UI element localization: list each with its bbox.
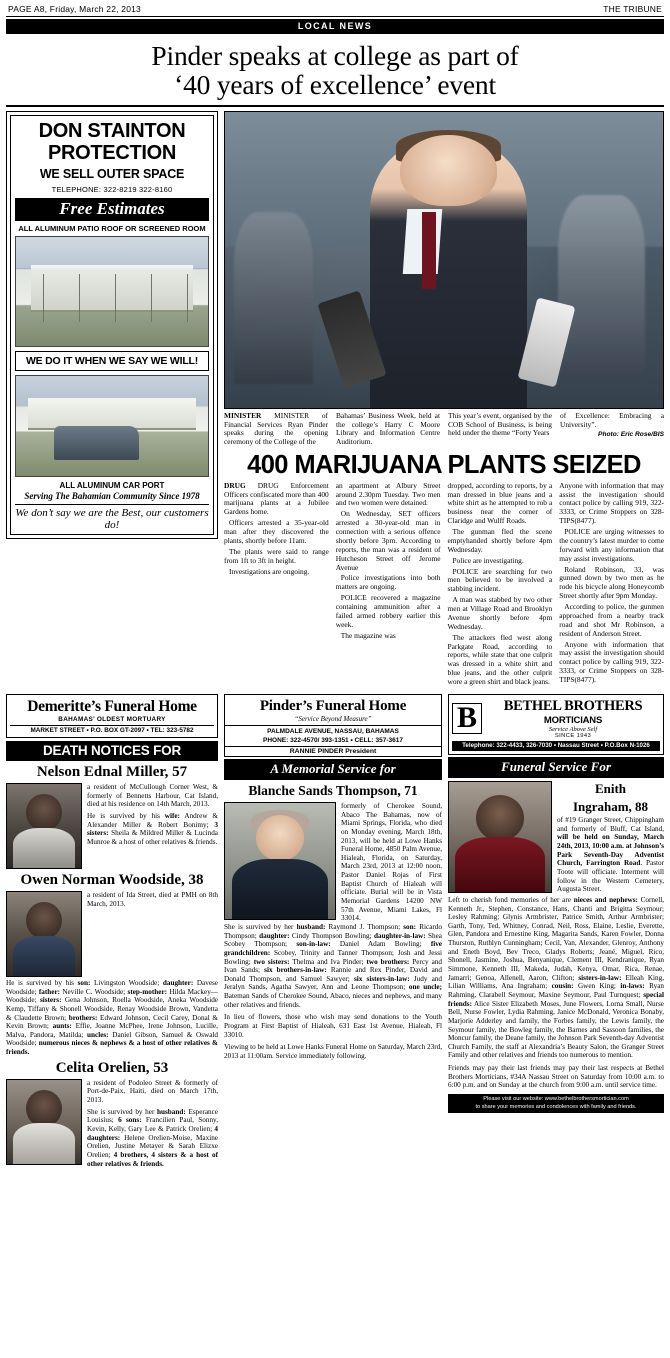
obituary-paragraph: a resident of Podoleo Street & formerly of Port-de-Paix, Haiti, died on March 17th, 2013. bbox=[87, 1078, 218, 1105]
story-p: On Wednesday, SET officers arrested a 30-year-old man in connection with a serious offence shortly before 3pm. According to reports, the man was a resident of Hutcheson Street off Jerome Avenue bbox=[335, 509, 441, 572]
bethel-subtitle: MORTICIANS bbox=[543, 714, 603, 726]
funeral-intro: of #19 Granger Street, Chippingham and formerly of Bluff, Cat Island, will be held on Sunday, March 24th, 2013, 10:00 a.m. at Johnson’s Park Seventh-Day Adventist Church, Farrington Road. Pastor Toote will officiate. Interment will follow in the Western Cemetery, Augusta Street. bbox=[557, 816, 665, 894]
story-p: A man was stabbed by two other men at Village Road and Brooklyn Avenue shortly before 4pm Wednesday. bbox=[447, 595, 553, 631]
death-notices-bar: DEATH NOTICES FOR bbox=[6, 741, 218, 761]
deceased-name-line-1: Enith bbox=[594, 780, 627, 796]
obituary-paragraph: She is survived by her husband: Esperance Louisius; 6 sons: Francilien Paul, Sonny, Kevin, Kelly, Gary Lee & Patrick Orelien; 4 daughters: Helene Orelien-Moise, Maxine Orelien, Justine Metayer & Sarah Elizxe Orelien; 4 brothers, 4 sisters & a host of other relatives & friends. bbox=[87, 1107, 218, 1168]
bethel-title: BETHEL BROTHERS bbox=[503, 697, 643, 714]
headline-rule bbox=[6, 105, 664, 107]
masthead-right: THE TRIBUNE bbox=[603, 4, 662, 14]
section-bar: LOCAL NEWS bbox=[6, 19, 664, 34]
ad-phone: TELEPHONE: 322-8219 322-8160 bbox=[51, 184, 173, 194]
story-p: DRUG DRUG Enforcement Officers confiscated more than 400 marijuana plants at a Jubilee Gardens home. bbox=[224, 480, 329, 517]
story-column-3 bbox=[448, 482, 553, 689]
story-p: The attackers fled west along Parkgate Road, according to reports, while state that one culprit was dressed in a white shirt and blue jeans, and the other culprit wore a green shirt and black jeans. bbox=[447, 632, 553, 687]
obituaries-section bbox=[6, 694, 664, 1171]
funeral-paragraph: Left to cherish fond memories of her are nieces and nephews: Cornell, Kenneth Jr., Stephen, Constance, Hans, Chanti and Brigitta Seymour; Lesley Rahming; Glynis Armbrister, Patrice Smith, Arthur Armbrister; Garth, Tony, Ted, Whitney, Conrad, Neil, Ross, Elaine, Leslie, Everette, Glen, Pandora and Ernestine King, Magarita Sands, Karen Fowler, Donna Thurston, Ruthlyn Cunningham; Cecil, Van, Alexander, Glenroy, Anthony and Eneth Boyd, Bev Treco, Gladys Roberts; Jeané, Miguel, Rico, Shonell, Jasmine, Joshua, Benyanique, Clement III, Kendranique, Ryan Simmone, Kenneth III, Makeda, Judah, Kenya, Omar, Rica, Renae, Jamarri; Genoa, Allenell, Aaron, Clifton; sisters-in-law: Elleah King, Lilian Williams, Ana Ingraham; cousin: Gwen King; in-laws: Ryan Rahming, Clarabell Seymour, Maxine Seymour, Paul Turnquest; special friends: Alice Sister Elizabeth Moses, June Flowers, Lorna Small, Nurse Bell, Nurse Fowler, Lydia Rahming, Janice McDonald, Veronica Bonaby, Marjorie Adderley and family, the Forbes family, the Lewis family, the Seymour family, the Bowleg family, the Barnes and Sassoon families, the Moncur family, the Deane family, the Johnson Park Seventh-day Adventist Church Family, the staff at Alexandria’s Beauty Salon, the Granger Street Family and other relatives and friends too numerous to mention. bbox=[448, 895, 665, 1060]
story-p: POLICE are urging witnesses to the country’s latest murder to come forward with any information that may assist investigations. bbox=[559, 527, 664, 563]
ad-slogan: We don’t say we are the Best, our customers do! bbox=[15, 504, 209, 531]
obituary-text-continued bbox=[6, 979, 218, 1057]
ad-subtitle: WE SELL OUTER SPACE bbox=[39, 166, 185, 181]
ad-title-line-1: DON STAINTON bbox=[38, 119, 186, 142]
story-p: According to police, the gunmen approached from a nearby track road and shot Mr Robinson, a resident of Anderson Street. bbox=[559, 602, 664, 638]
story-column-1 bbox=[224, 482, 329, 689]
ad-pinders-funeral-home[interactable] bbox=[224, 694, 442, 757]
lead-photo bbox=[224, 111, 664, 409]
story-p: POLICE recovered a magazine containing ammunition after a failed armed robbery earlier this week. bbox=[335, 593, 441, 629]
obituary-text bbox=[87, 891, 218, 977]
pinders-president: RANNIE PINDER President bbox=[225, 746, 441, 756]
story-p: POLICE are searching for two men believed to be involved a stabbing incident. bbox=[447, 566, 553, 594]
ad-don-stainton[interactable] bbox=[6, 111, 218, 539]
memorial-paragraph: She is survived by her husband: Raymond J. Thompson; son: Ricardo Thompson; daughter: Cindy Thompson Bowling; daughter-in-law: Shea Scobey Thompson; son-in-law: Daniel Adam Bowling; five grandchildren: Scobey, Trinity and Tanner Thompson; Josh and Jessi Bowling; two sisters: Thelma and Iva Pinder; two brothers: Percy and Ivan Sands; six brothers-in-law: Rannie and Rex Pinder, David and Donald Thompson, and Samuel Sawyer; six sisters-in-law: Judy and Jeralyn Sands, Agatha Sawyer, Ann and Leone Thompson; one uncle; Bateman Sands of Cherokee Sound, Abaco, nieces and nephews, and many other relatives and friends. bbox=[224, 922, 443, 1009]
pinders-column bbox=[224, 694, 442, 1171]
demeritte-subtitle: BAHAMAS’ OLDEST MORTUARY bbox=[58, 715, 166, 723]
bethel-website-line-1: Please visit our website: www.bethelbrothersmortician.com bbox=[483, 1096, 629, 1103]
ad-serving-text: Serving The Bahamian Community Since 1978 bbox=[24, 490, 200, 501]
ad-carport-text: ALL ALUMINUM CAR PORT bbox=[59, 480, 165, 490]
masthead-rule bbox=[6, 16, 664, 17]
page-title bbox=[8, 41, 662, 99]
top-section bbox=[6, 111, 664, 689]
story-column-4 bbox=[559, 482, 664, 689]
story-column-2 bbox=[336, 482, 441, 689]
caption-col-3: This year’s event, organised by the COB School of Business, is being held under the theme “Forty Years bbox=[448, 410, 552, 438]
story-headline: 400 MARIJUANA PLANTS SEIZED bbox=[247, 450, 641, 479]
ad-bethel-brothers-morticians[interactable] bbox=[448, 694, 664, 755]
caption-col-2: Bahamas’ Business Week, held at the college’s Harry C Moore Library and Information Centre Auditorium. bbox=[336, 410, 440, 446]
memorial-paragraph: In lieu of flowers, those who wish may send donations to the Youth Program at First Baptist of Hialeah, 631 East 1st Avenue, Hialeah, Fl 33010. bbox=[224, 1013, 442, 1039]
story-p: Roland Robinson, 33, was gunned down by two men as he rode his bicycle along Honeycomb Street shortly after 9pm Monday. bbox=[559, 564, 664, 601]
story-p: Anyone with information that may assist the investigation should contact police by calling 919, 322-3333, or Crime Stoppers on 328-TIPS(8477). bbox=[559, 639, 664, 685]
caption-text-4: of Excellence: Embracing a University”. bbox=[560, 410, 664, 429]
caption-col-4 bbox=[560, 412, 664, 447]
pinders-address: PALMDALE AVENUE, NASSAU, BAHAMAS bbox=[267, 727, 399, 735]
bethel-since: SINCE 1943 bbox=[554, 732, 592, 739]
obituary-entry bbox=[6, 1060, 218, 1171]
memorial-body bbox=[224, 923, 442, 1061]
bethel-column bbox=[448, 694, 664, 1171]
demeritte-column bbox=[6, 694, 218, 1171]
memorial-paragraph: Viewing to be held at Lowe Hanks Funeral Home on Saturday, March 23rd, 2013 at 11:00am. Service immediately following. bbox=[224, 1043, 442, 1060]
story-p: The gunman fled the scene emptyhanded shortly before 4pm Wednesday. bbox=[447, 527, 553, 554]
caption-text-1: MINISTER of Financial Services Ryan Pinder speaks during the opening ceremony of the College of the bbox=[224, 410, 328, 446]
funeral-service-bar: Funeral Service For bbox=[448, 757, 664, 778]
story-body bbox=[224, 482, 664, 689]
deceased-photo bbox=[6, 783, 82, 869]
pinders-name: Pinder’s Funeral Home bbox=[259, 697, 407, 714]
deceased-photo bbox=[448, 781, 552, 893]
obituary-entry bbox=[6, 764, 218, 869]
deceased-photo bbox=[224, 802, 336, 920]
bethel-tagline: Service Above Self bbox=[548, 725, 598, 733]
bethel-website-line-2: to share your memories and condolences with family and friends. bbox=[475, 1103, 637, 1110]
story-p: Police are investigating. bbox=[452, 555, 524, 565]
demeritte-name: Demeritte’s Funeral Home bbox=[27, 697, 197, 715]
deceased-name: Owen Norman Woodside, 38 bbox=[20, 871, 204, 888]
ad-title-line-2: PROTECTION bbox=[47, 141, 177, 164]
story-p: Officers arrested a 35-year-old man after they discovered the plants, shortly before 11am. bbox=[224, 518, 329, 545]
obituary-entry bbox=[6, 872, 218, 1057]
memorial-service-bar: A Memorial Service for bbox=[224, 759, 442, 780]
bethel-monogram: B bbox=[452, 703, 482, 734]
story-p: Police investigations into both matters are ongoing. bbox=[335, 573, 441, 592]
lead-photo-column bbox=[224, 111, 664, 689]
masthead bbox=[6, 4, 664, 16]
headline-line-1: Pinder speaks at college as part of bbox=[151, 39, 519, 71]
demeritte-address: MARKET STREET • P.O. BOX GT-2097 • TEL: 323-5782 bbox=[10, 725, 214, 734]
ad-guarantee-banner: WE DO IT WHEN WE SAY WE WILL! bbox=[15, 351, 209, 371]
caption-col-1: MINISTER MINISTER of Financial Services Ryan Pinder speaks during the opening ceremony of the College of the bbox=[224, 410, 328, 446]
bethel-phone: Telephone: 322-4433, 326-7030 • Nassau Street • P.O.Box N-1026 bbox=[452, 741, 660, 751]
deceased-name: Blanche Sands Thompson, 71 bbox=[248, 782, 418, 798]
pinders-phone: PHONE: 322-4570/ 393-1351 • CELL: 357-3617 bbox=[263, 736, 403, 744]
masthead-left: PAGE A8, Friday, March 22, 2013 bbox=[8, 4, 141, 14]
photo-credit: Photo: Eric Rose/BIS bbox=[598, 431, 664, 439]
deceased-photo bbox=[6, 891, 82, 977]
bethel-website-banner[interactable] bbox=[448, 1094, 664, 1113]
funeral-body bbox=[448, 896, 664, 1090]
deceased-name-line-2: Ingraham, 88 bbox=[572, 798, 649, 814]
carport-photo bbox=[15, 375, 209, 477]
obituary-text bbox=[87, 783, 218, 869]
ad-patio-text: ALL ALUMINUM PATIO ROOF OR SCREENED ROOM bbox=[18, 223, 206, 233]
obituary-paragraph: He is survived by his son: Livingston Woodside; daughter: Davese Woodside; father: Neville C. Woodside; step-mother: Hilda Mackey—Woodside; sisters: Gena Johnson, Roella Woodside, Aneka Woodside Kemp, Tiffany & Shonell Woodside, Renay Woodside Brown, Vandetta & Claudette Brown; brothers: Edward Johnson, Cecil Carey, Donal & Kevin Brown; aunts: Effie, Joanne McPhee, Irene Johnson, Lucille, Malva, Pandora, Matilda; uncles: Daniel Gibson, Samuel & Oswald Woodside; numerous nieces & nephews & a host of other relatives & friends. bbox=[6, 978, 218, 1057]
funeral-paragraph: Friends may pay their last friends may pay their last respects at Bethel Brothers Morticians, #34A Nassau Street on Saturday from 10:00 a.m. to 6:00 p.m. and on Sunday at the church from 9:00 a.m. until service time. bbox=[448, 1064, 664, 1090]
story-p: an apartment at Albury Street around 2.30pm Tuesday. Two men and two women were detained. bbox=[335, 480, 441, 508]
obituary-paragraph: He is survived by his wife: Andrew & Alexander Miller & Robert Bonimy; 3 sisters: Sheila & Mildred Miller & Lucinda Munroe & a host of other relatives & friends. bbox=[87, 811, 218, 846]
deceased-photo bbox=[6, 1079, 82, 1165]
story-p: Investigations are ongoing. bbox=[229, 566, 310, 576]
obituary-text bbox=[87, 1079, 218, 1171]
memorial-intro: formerly of Cherokee Sound, Abaco The Bahamas, now of Miami Springs, Florida, who died on Monday evening, March 18th, 2013, will be held at Lowe Hanks Funeral Home, 4850 Palm Avenue, Hialeah, Florida, on Saturday, March 23rd, 2013 at 12:00 noon. Pastor Daniel Rojas of First Baptist Church of Hialeah will officiate. Burial will be in Vista Memorial Gardens 14200 NW 57th Avenue, Miami Lakes, Fl 33014. bbox=[341, 801, 442, 923]
story-p: The magazine was bbox=[340, 630, 396, 640]
story-p: Anyone with information that may assist the investigation should contact police by calling 919, 322-3333, or Crime Stoppers on 328-TIPS(8477). bbox=[559, 480, 664, 526]
headline-line-2: ‘40 years of excellence’ event bbox=[174, 68, 496, 100]
deceased-name: Celita Orelien, 53 bbox=[55, 1059, 169, 1076]
patio-roof-photo bbox=[15, 236, 209, 347]
obituary-paragraph: a resident of Ida Street, died at PMH on 8th March, 2013. bbox=[87, 890, 218, 908]
ad-demeritte-funeral-home[interactable] bbox=[6, 694, 218, 738]
advertisement-column bbox=[6, 111, 218, 689]
deceased-name: Nelson Ednal Miller, 57 bbox=[36, 763, 188, 780]
story-p: The plants were said to range from 1ft to 3ft in height. bbox=[224, 546, 329, 565]
story-p: dropped, according to reports, by a man dressed in blue jeans and a white shirt as he attempted to rob a business near the corner of Claridge and Wulff Roads. bbox=[447, 480, 553, 526]
obituary-paragraph: a resident of McCullough Corner West, & formerly of Bennetts Harbour, Cat Island, died at his residence on 14th March, 2013. bbox=[87, 782, 218, 809]
lead-photo-caption bbox=[224, 412, 664, 447]
ad-free-estimates-banner: Free Estimates bbox=[15, 198, 209, 221]
pinders-tagline: “Service Beyond Measure” bbox=[225, 715, 441, 726]
